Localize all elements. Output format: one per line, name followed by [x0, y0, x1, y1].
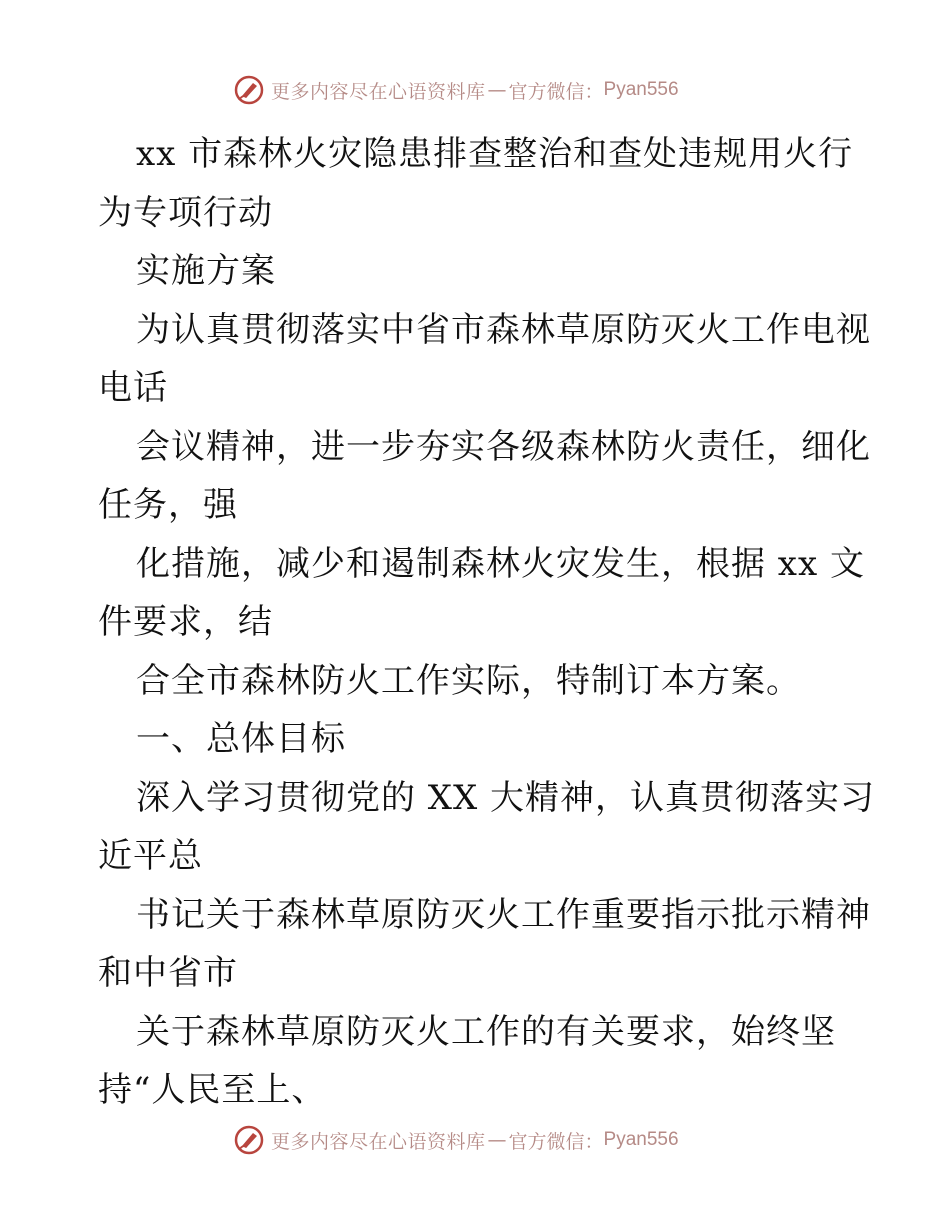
- watermark-separator: —: [487, 1129, 507, 1151]
- paragraph-line: 书记关于森林草原防灭火工作重要指示批示精神: [136, 894, 871, 935]
- watermark-separator: —: [487, 79, 507, 101]
- paragraph-line: 为认真贯彻落实中省市森林草原防灭火工作电视: [136, 309, 871, 350]
- title-line-2: 为专项行动: [98, 192, 273, 233]
- paragraph-line: 件要求，结: [98, 602, 273, 642]
- section-heading: 一、总体目标: [136, 719, 346, 759]
- paragraph-line: 合全市森林防火工作实际，特制订本方案。: [136, 660, 801, 701]
- watermark-id: Pyan556: [603, 1129, 679, 1150]
- paragraph-line: 和中省市: [98, 953, 238, 993]
- paragraph-line: 关于森林草原防灭火工作的有关要求，始终坚: [136, 1011, 836, 1052]
- watermark-header: [233, 73, 679, 107]
- paragraph-line: 任务，强: [98, 485, 238, 525]
- watermark-id: Pyan556: [603, 79, 679, 100]
- title-line-1: xx 市森林火灾隐患排查整治和查处违规用火行: [136, 134, 854, 174]
- paragraph-line: 电话: [98, 368, 168, 408]
- watermark-contact: 官方微信：: [508, 80, 604, 103]
- watermark-footer: [233, 1123, 679, 1157]
- watermark-contact: 官方微信：: [508, 1130, 604, 1153]
- watermark-text: 更多内容尽在心语资料库: [271, 80, 486, 103]
- watermark-text: 更多内容尽在心语资料库: [271, 1130, 486, 1153]
- document-body: [98, 125, 876, 1120]
- logo-icon: [233, 74, 265, 106]
- paragraph-line: 持“人民至上、: [98, 1070, 327, 1110]
- paragraph-line: 化措施，减少和遏制森林火灾发生，根据 xx 文: [136, 543, 865, 584]
- paragraph-line: 深入学习贯彻党的 XX 大精神，认真贯彻落实习: [136, 777, 876, 818]
- paragraph-line: 会议精神，进一步夯实各级森林防火责任，细化: [136, 426, 871, 467]
- paragraph-line: 近平总: [98, 836, 203, 876]
- subtitle-line: 实施方案: [136, 251, 276, 291]
- logo-icon: [233, 1124, 265, 1156]
